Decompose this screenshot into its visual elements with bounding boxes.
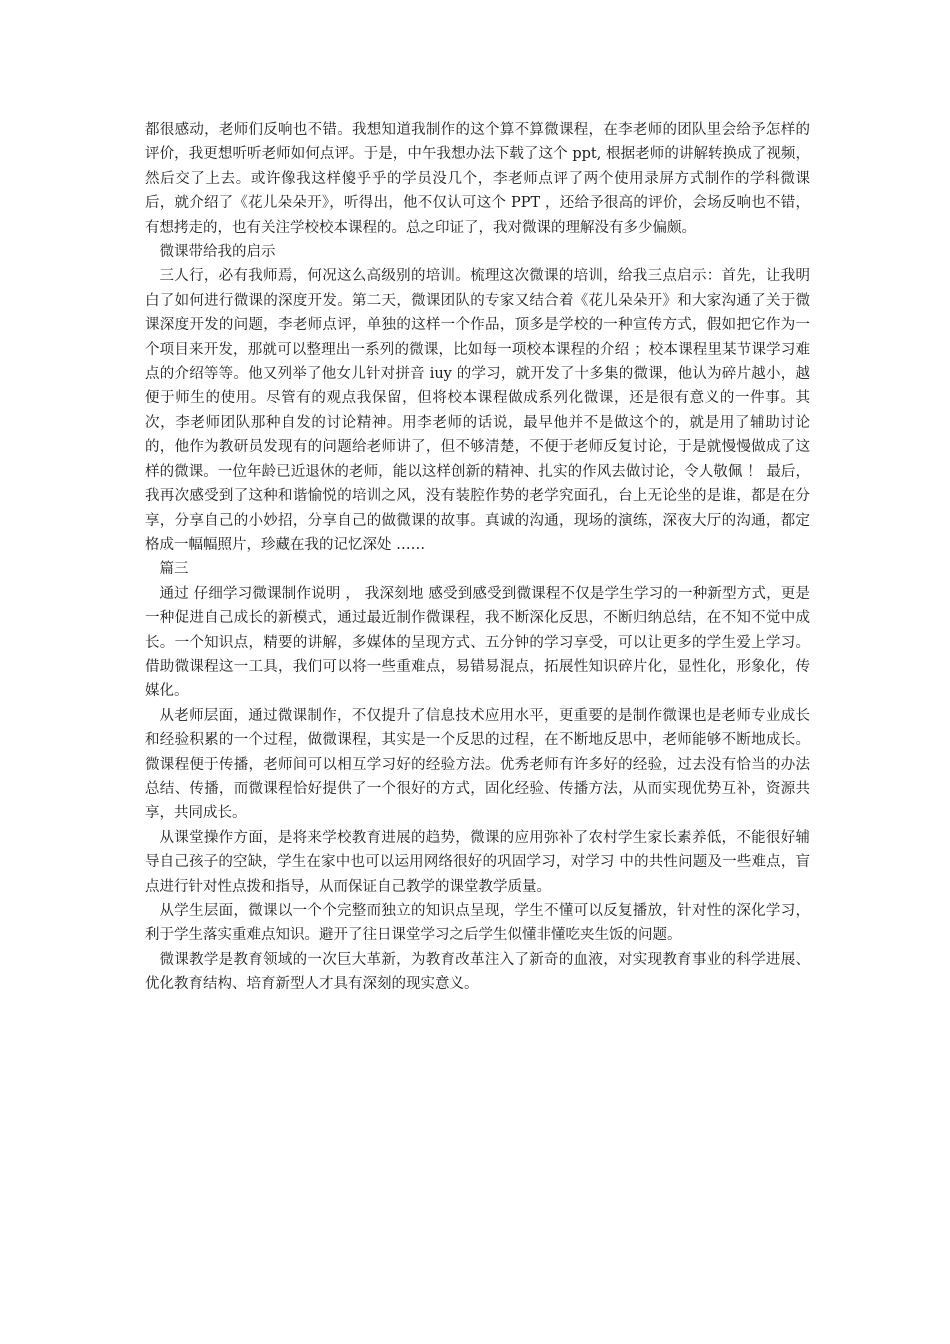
document-body <box>145 118 810 997</box>
paragraph-insights: 三人行，必有我师焉，何况这么高级别的培训。梳理这次微课的培训，给我三点启示：首先，让我明白了如何进行微课的深度开发。第二天，微课团队的专家又结合着《花儿朵朵开》和大家沟通了关于微课深度开发的问题，李老师点评，单独的这样一个作品，顶多是学校的一种宣传方式，假如把它作为一个项目来开发，那就可以整理出一系列的微课，比如每一项校本课程的介绍 ；校本课程里某节课学习难点的介绍等等。他又列举了他女儿针对拼音 iuy 的学习，就开发了十多集的微课，他认为碎片越小，越便于师生的使用。尽管有的观点我保留，但将校本课程做成系列化微课，还是很有意义的一件事。其次，李老师团队那种自发的讨论精神。用李老师的话说，最早他并不是做这个的，就是用了辅助讨论的，他作为教研员发现有的问题给老师讲了，但不够清楚，不便于老师反复讨论，于是就慢慢做成了这样的微课。一位年龄已近退休的老师，能以这样创新的精神、扎实的作风去做讨论，令人敬佩 ！ 最后，我再次感受到了这种和谐愉悦的培训之风，没有装腔作势的老学究面孔，台上无论坐的是谁，都是在分享，分享自己的小妙招，分享自己的做微课的故事。真诚的沟通，现场的演练，深夜大厅的沟通，都定格成一幅幅照片，珍藏在我的记忆深处 …… <box>145 268 810 553</box>
paragraph-intro: 都很感动，老师们反响也不错。我想知道我制作的这个算不算微课程，在李老师的团队里会给予怎样的评价，我更想听听老师如何点评。于是，中午我想办法下载了这个 ppt, 根据老师的讲解转换成了视频，然后交了上去。或许像我这样傻乎乎的学员没几个，李老师点评了两个使用录屏方式制作的学科微课后，就介绍了《花儿朵朵开》，听得出，他不仅认可这个 PPT ，还给予很高的评价，会场反响也不错，有想拷走的，也有关注学校校本课程的。总之印证了，我对微课的理解没有多少偏颇。 <box>145 122 810 236</box>
section-heading-insights: 微课带给我的启示 <box>159 244 276 261</box>
paragraph-conclusion: 微课教学是教育领域的一次巨大革新，为教育改革注入了新奇的血液，对实现教育事业的科学进展、优化教育结构、培育新型人才具有深刻的现实意义。 <box>145 951 810 993</box>
paragraph-student-level: 从学生层面，微课以一个个完整而独立的知识点呈现，学生不懂可以反复播放，针对性的深化学习，利于学生落实重难点知识。避开了往日课堂学习之后学生似懂非懂吃夹生饭的问题。 <box>145 903 810 944</box>
section-heading-part-three: 篇三 <box>159 561 189 578</box>
paragraph-teacher-level: 从老师层面，通过微课制作，不仅提升了信息技术应用水平，更重要的是制作微课也是老师专业成长和经验积累的一个过程，做微课程，其实是一个反思的过程，在不断地反思中，老师能够不断地成长。微课程便于传播，老师间可以相互学习好的经验方法。优秀老师有许多好的经验，过去没有恰当的办法总结、传播，而微课程恰好提供了一个很好的方式，固化经验、传播方法，从而实现优势互补，资源共享，共同成长。 <box>145 707 810 822</box>
paragraph-classroom-level: 从课堂操作方面，是将来学校教育进展的趋势，微课的应用弥补了农村学生家长素养低，不能很好辅导自己孩子的空缺，学生在家中也可以运用网络很好的巩固学习，对学习 中的共性问题及一些难点，盲点进行针对性点拨和指导，从而保证自己教学的课堂教学质量。 <box>145 829 810 895</box>
paragraph-part-three-intro: 通过 仔细学习微课制作说明 ， 我深刻地 感受到感受到微课程不仅是学生学习的一种新型方式，更是一种促进自己成长的新模式，通过最近制作微课程，我不断深化反思，不断归纳总结，在不知不觉中成长。一个知识点，精要的讲解，多媒体的呈现方式、五分钟的学习享受，可以让更多的学生爱上学习。借助微课程这一工具，我们可以将一些重难点，易错易混点，拓展性知识碎片化，显性化，形象化，传媒化。 <box>145 585 810 700</box>
